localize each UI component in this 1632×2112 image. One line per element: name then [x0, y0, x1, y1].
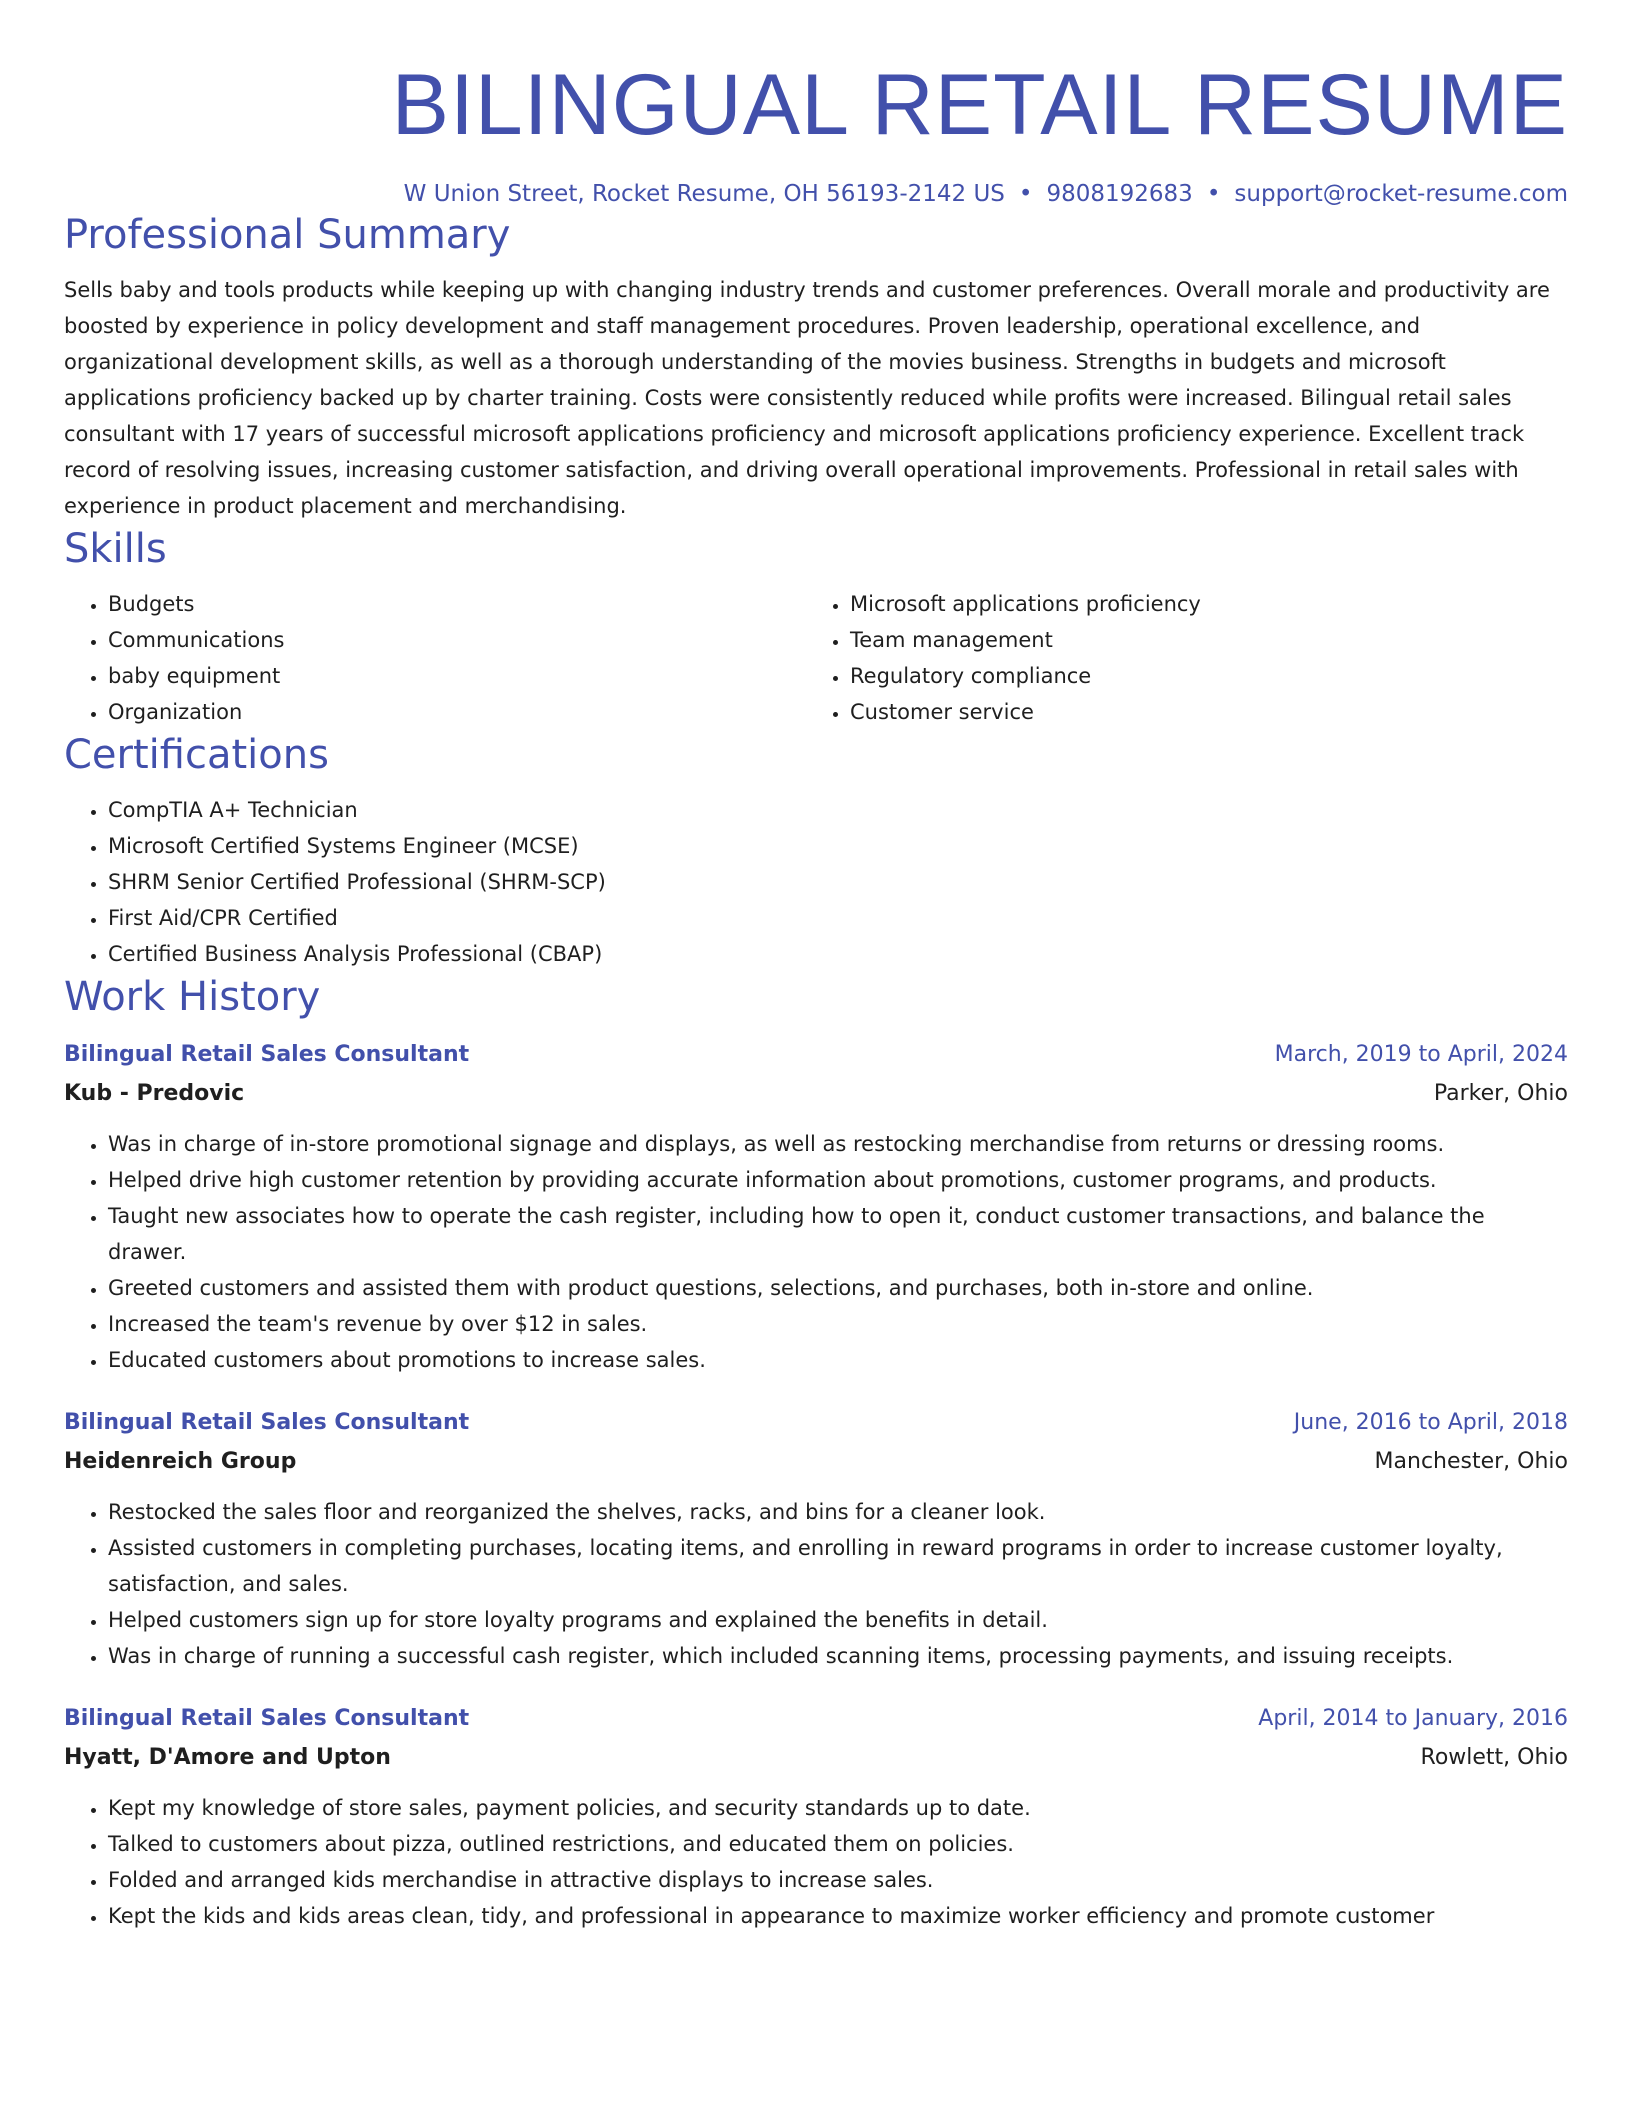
skill-item: • Microsoft applications proficiency [850, 586, 1548, 622]
job-entry [64, 1404, 1568, 1674]
job-header-row [64, 1036, 1568, 1074]
skills-list-left [64, 586, 806, 730]
job-bullet: • Helped customers sign up for store loyalty programs and explained the benefits in detail. [108, 1602, 1568, 1638]
skill-item: • Budgets [108, 586, 806, 622]
skills-heading: Skills [64, 526, 167, 572]
contact-separator: • [1206, 181, 1221, 207]
job-location: Rowlett, Ohio [1420, 1745, 1568, 1770]
contact-separator: • [1018, 181, 1033, 207]
job-header-row [64, 1700, 1568, 1738]
skills-column-left [64, 586, 806, 730]
job-bullet-list [64, 1790, 1568, 1934]
job-bullet: • Kept the kids and kids areas clean, tidy, and professional in appearance to maximize worker efficiency and promote customer [108, 1898, 1568, 1934]
resume-title: BILINGUAL RETAIL RESUME [391, 57, 1568, 153]
contact-line [64, 178, 1568, 210]
job-company: Heidenreich Group [64, 1449, 297, 1474]
skill-item: • Customer service [850, 694, 1548, 730]
job-bullet: • Was in charge of in-store promotional signage and displays, as well as restocking merchandise from returns or dressing rooms. [108, 1126, 1568, 1162]
job-bullet: • Talked to customers about pizza, outlined restrictions, and educated them on policies. [108, 1826, 1568, 1862]
job-bullet: • Restocked the sales floor and reorganized the shelves, racks, and bins for a cleaner look. [108, 1494, 1568, 1530]
contact-address: W Union Street, Rocket Resume, OH 56193-2142 US [403, 181, 1005, 207]
job-bullet: • Taught new associates how to operate the cash register, including how to open it, conduct customer transactions, and balance the drawer. [108, 1198, 1568, 1270]
job-bullet: • Increased the team's revenue by over $12 in sales. [108, 1306, 1568, 1342]
resume-page [64, 0, 1568, 1934]
skill-item: • baby equipment [108, 658, 806, 694]
job-dates: April, 2014 to January, 2016 [1258, 1706, 1568, 1731]
job-bullet: • Kept my knowledge of store sales, payment policies, and security standards up to date. [108, 1790, 1568, 1826]
job-bullet: • Folded and arranged kids merchandise in attractive displays to increase sales. [108, 1862, 1568, 1898]
job-entry [64, 1700, 1568, 1934]
summary-text: Sells baby and tools products while keeping up with changing industry trends and customer preferences. Overall morale and productivity are boosted by experience in policy development and staff management procedures. Proven leadership, operational excellence, and organizational development skills, as well as a thorough understanding of the movies business. Strengths in budgets and microsoft applications proficiency backed up by charter training. Costs were consistently reduced while profits were increased. Bilingual retail sales consultant with 17 years of successful microsoft applications proficiency and microsoft applications proficiency experience. Excellent track record of resolving issues, increasing customer satisfaction, and driving overall operational improvements. Professional in retail sales with experience in product placement and merchandising. [64, 278, 1550, 518]
work-history-heading: Work History [64, 974, 321, 1020]
job-location: Manchester, Ohio [1374, 1449, 1568, 1474]
certifications-heading: Certifications [64, 732, 329, 778]
skill-item: • Regulatory compliance [850, 658, 1548, 694]
job-dates: June, 2016 to April, 2018 [1293, 1410, 1568, 1435]
job-bullet-list [64, 1126, 1568, 1378]
job-dates: March, 2019 to April, 2024 [1274, 1042, 1568, 1067]
job-bullet: • Assisted customers in completing purchases, locating items, and enrolling in reward programs in order to increase customer loyalty, satisfaction, and sales. [108, 1530, 1568, 1602]
job-location: Parker, Ohio [1433, 1081, 1568, 1106]
job-entry [64, 1036, 1568, 1378]
skill-item: • Team management [850, 622, 1548, 658]
contact-email[interactable]: support@rocket-resume.com [1234, 181, 1568, 207]
contact-phone: 9808192683 [1046, 181, 1193, 207]
skills-list-right [806, 586, 1548, 730]
job-company: Kub - Predovic [64, 1081, 245, 1106]
certification-item: • CompTIA A+ Technician [108, 792, 1568, 828]
skill-item: • Communications [108, 622, 806, 658]
job-bullet: • Helped drive high customer retention by providing accurate information about promotions, customer programs, and products. [108, 1162, 1568, 1198]
certification-item: • First Aid/CPR Certified [108, 900, 1568, 936]
job-company-row [64, 1442, 1568, 1482]
certification-item: • Microsoft Certified Systems Engineer (MCSE) [108, 828, 1568, 864]
skills-grid [64, 586, 1568, 730]
summary-heading: Professional Summary [64, 212, 511, 258]
job-company-row [64, 1074, 1568, 1114]
certifications-list [64, 792, 1568, 972]
job-bullet: • Educated customers about promotions to increase sales. [108, 1342, 1568, 1378]
job-role: Bilingual Retail Sales Consultant [64, 1410, 470, 1435]
job-role: Bilingual Retail Sales Consultant [64, 1706, 470, 1731]
job-bullet: • Was in charge of running a successful cash register, which included scanning items, processing payments, and issuing receipts. [108, 1638, 1568, 1674]
job-header-row [64, 1404, 1568, 1442]
job-company-row [64, 1738, 1568, 1778]
job-bullet-list [64, 1494, 1568, 1674]
certification-item: • Certified Business Analysis Professional (CBAP) [108, 936, 1568, 972]
job-company: Hyatt, D'Amore and Upton [64, 1745, 391, 1770]
job-bullet: • Greeted customers and assisted them with product questions, selections, and purchases, both in-store and online. [108, 1270, 1568, 1306]
certification-item: • SHRM Senior Certified Professional (SHRM-SCP) [108, 864, 1568, 900]
skills-column-right [806, 586, 1548, 730]
skill-item: • Organization [108, 694, 806, 730]
job-role: Bilingual Retail Sales Consultant [64, 1042, 470, 1067]
